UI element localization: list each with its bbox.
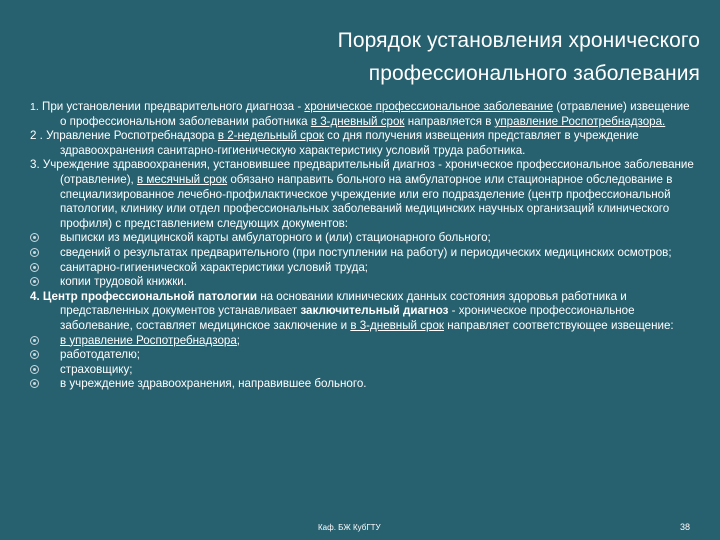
- emphasized-term: заключительный диагноз: [300, 304, 449, 318]
- list-item-text: работодателю;: [60, 348, 140, 362]
- recipients-list: [30, 334, 695, 392]
- paragraph-1: [30, 100, 695, 129]
- paragraph-text: на основании клинических данных состояния здоровья работника и представленных документов устанавливает: [60, 289, 627, 318]
- list-item-text: сведений о результатах предварительного (при поступлении на работу) и периодических медицинских осмотров;: [60, 245, 672, 259]
- list-item-text: в управление Роспотребнадзора;: [60, 333, 241, 347]
- list-item: [30, 334, 695, 349]
- paragraph-number: 4.: [30, 289, 40, 303]
- list-item: [30, 231, 695, 246]
- bullet-icon: [30, 277, 39, 286]
- paragraph-text: - хроническое профессиональное заболевание, составляет медицинское заключение и: [60, 304, 635, 332]
- list-item: [30, 261, 695, 276]
- documents-list: [30, 231, 695, 289]
- paragraph-text: направляется в: [404, 114, 495, 128]
- paragraph-number: 2 .: [30, 129, 43, 143]
- deadline-text: в 3-дневный срок: [350, 318, 445, 332]
- page-title: [200, 24, 700, 90]
- list-item: [30, 275, 695, 290]
- title-line-1: Порядок установления хронического: [337, 29, 700, 52]
- footer-department: Каф. БЖ КубГТУ: [318, 523, 381, 532]
- title-line-2: профессионального заболевания: [368, 62, 700, 85]
- paragraph-text: При установлении предварительного диагноза -: [38, 100, 305, 113]
- paragraph-text: (отравление) извещение о профессиональном заболевании работника: [60, 100, 690, 128]
- list-item-text: копии трудовой книжки.: [60, 275, 188, 289]
- bullet-icon: [30, 365, 39, 374]
- paragraph-text: со дня получения извещения представляет в учреждение здравоохранения санитарно-гигиеническую характеристику условий труда работника.: [60, 129, 639, 157]
- page-number: 38: [680, 522, 691, 532]
- bullet-icon: [30, 336, 39, 345]
- bullet-icon: [30, 379, 39, 388]
- list-item: [30, 377, 695, 392]
- emphasized-term: хроническое профессиональное заболевание: [304, 100, 554, 113]
- list-item: [30, 363, 695, 378]
- deadline-text: в 2-недельный срок: [217, 129, 324, 143]
- paragraph-number: 1.: [30, 101, 39, 113]
- paragraph-text: обязано направить больного на амбулаторное или стационарное обследование в специализированное лечебно-профилактическое учреждение или его подразделение (центр профессиональной патологии, клинику или отдел профессиональных заболеваний медицинских научных организаций клинического профиля) с представлением следующих документов:: [60, 172, 673, 230]
- paragraph-number: 3.: [30, 158, 40, 172]
- list-item-text: в учреждение здравоохранения, направившее больного.: [60, 377, 367, 391]
- bullet-icon: [30, 263, 39, 272]
- bullet-icon: [30, 248, 39, 257]
- paragraph-text: Управление Роспотребнадзора: [42, 129, 218, 143]
- paragraph-text: направляет соответствующее извещение:: [444, 318, 674, 332]
- list-item: [30, 348, 695, 363]
- list-item-text: страховщику;: [60, 362, 133, 376]
- paragraph-text: Учреждение здравоохранения, установившее предварительный диагноз - хроническое профессиональное заболевание (отравление),: [39, 158, 694, 186]
- content-body: [30, 100, 695, 392]
- paragraph-2: [30, 129, 695, 158]
- deadline-text: в месячный срок: [137, 172, 228, 186]
- paragraph-4: [30, 290, 695, 334]
- list-item-text: санитарно-гигиенической характеристики условий труда;: [60, 260, 369, 274]
- deadline-text: в 3-дневный срок: [310, 114, 405, 128]
- list-item-text: выписки из медицинской карты амбулаторного и (или) стационарного больного;: [60, 231, 491, 245]
- paragraph-3: [30, 158, 695, 231]
- list-item: [30, 246, 695, 261]
- recipient-text: управление Роспотребнадзора.: [494, 114, 666, 128]
- bullet-icon: [30, 233, 39, 242]
- slide-footer: [0, 521, 720, 535]
- bullet-icon: [30, 350, 39, 359]
- emphasized-term: Центр профессиональной патологии: [39, 289, 258, 303]
